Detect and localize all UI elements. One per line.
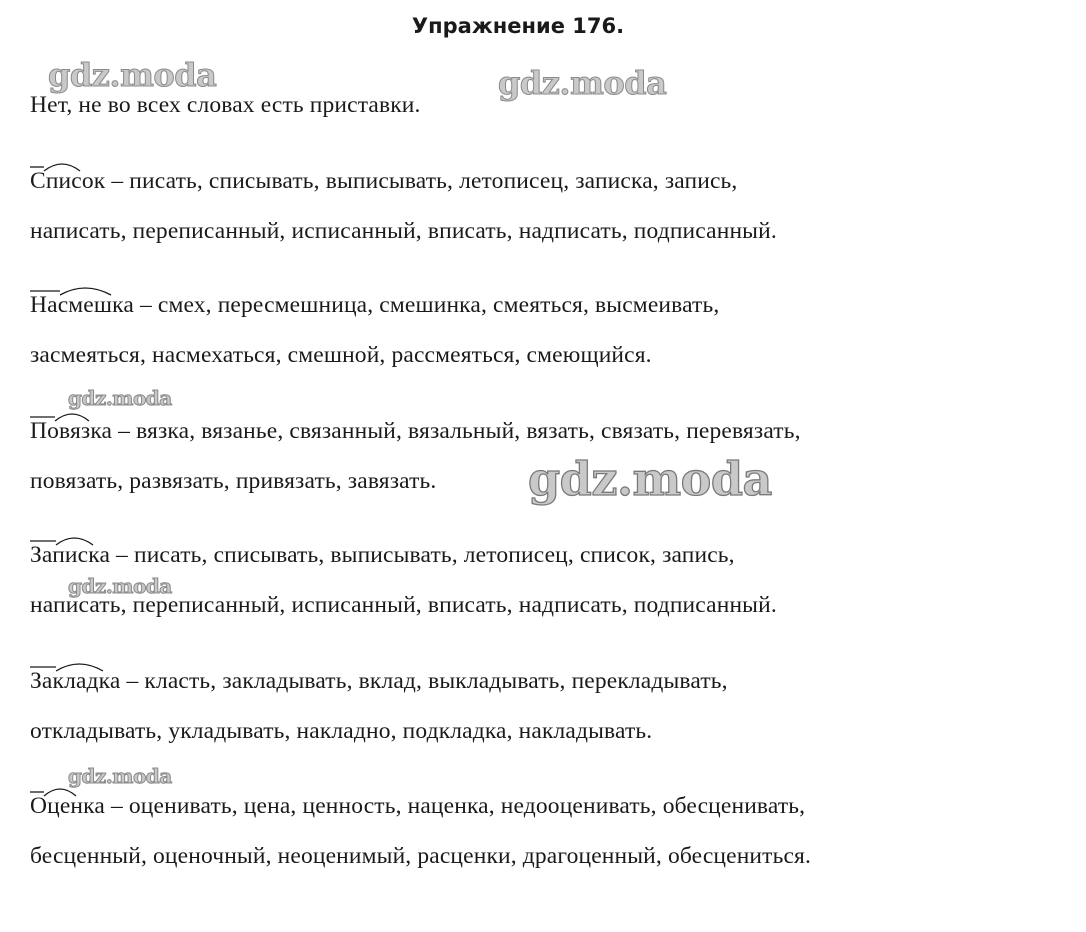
intro-line: Нет, не во всех словах есть приставки. [30,92,421,118]
entry-zakladka-line-2: откладывать, укладывать, накладно, подкладка, накладывать. [30,718,653,744]
watermark: gdz.moda [528,452,772,506]
entry-zapiska-line-2: написать, переписанный, исписанный, вписать, надписать, подписанный. [30,592,777,618]
watermark: gdz.moda [48,56,217,94]
watermark: gdz.moda [68,574,172,598]
entry-zakladka-line-1: Закладка – класть, закладывать, вклад, выкладывать, перекладывать, [30,668,728,694]
watermark: gdz.moda [68,764,172,788]
page-title: Упражнение 176. [411,14,625,38]
entry-otsenka-line-1: Оценка – оценивать, цена, ценность, наценка, недооценивать, обесценивать, [30,793,806,819]
watermark: gdz.moda [68,386,172,410]
entry-nasmeshka-line-1: Насмешка – смех, пересмешница, смешинка, смеяться, высмеивать, [30,292,720,318]
entry-nasmeshka-line-2: засмеяться, насмехаться, смешной, рассмеяться, смеющийся. [30,342,652,368]
entry-povyazka-line-2: повязать, развязать, привязать, завязать. [30,468,437,494]
entry-otsenka-line-2: бесценный, оценочный, неоценимый, расценки, драгоценный, обесцениться. [30,843,812,869]
entry-spisok-line-1: Список – писать, списывать, выписывать, летописец, записка, запись, [30,168,738,194]
entry-povyazka-line-1: Повязка – вязка, вязанье, связанный, вязальный, вязать, связать, перевязать, [30,418,801,444]
watermark: gdz.moda [498,64,667,102]
entry-zapiska-line-1: Записка – писать, списывать, выписывать, летописец, список, запись, [30,542,735,568]
entry-spisok-line-2: написать, переписанный, исписанный, вписать, надписать, подписанный. [30,218,777,244]
